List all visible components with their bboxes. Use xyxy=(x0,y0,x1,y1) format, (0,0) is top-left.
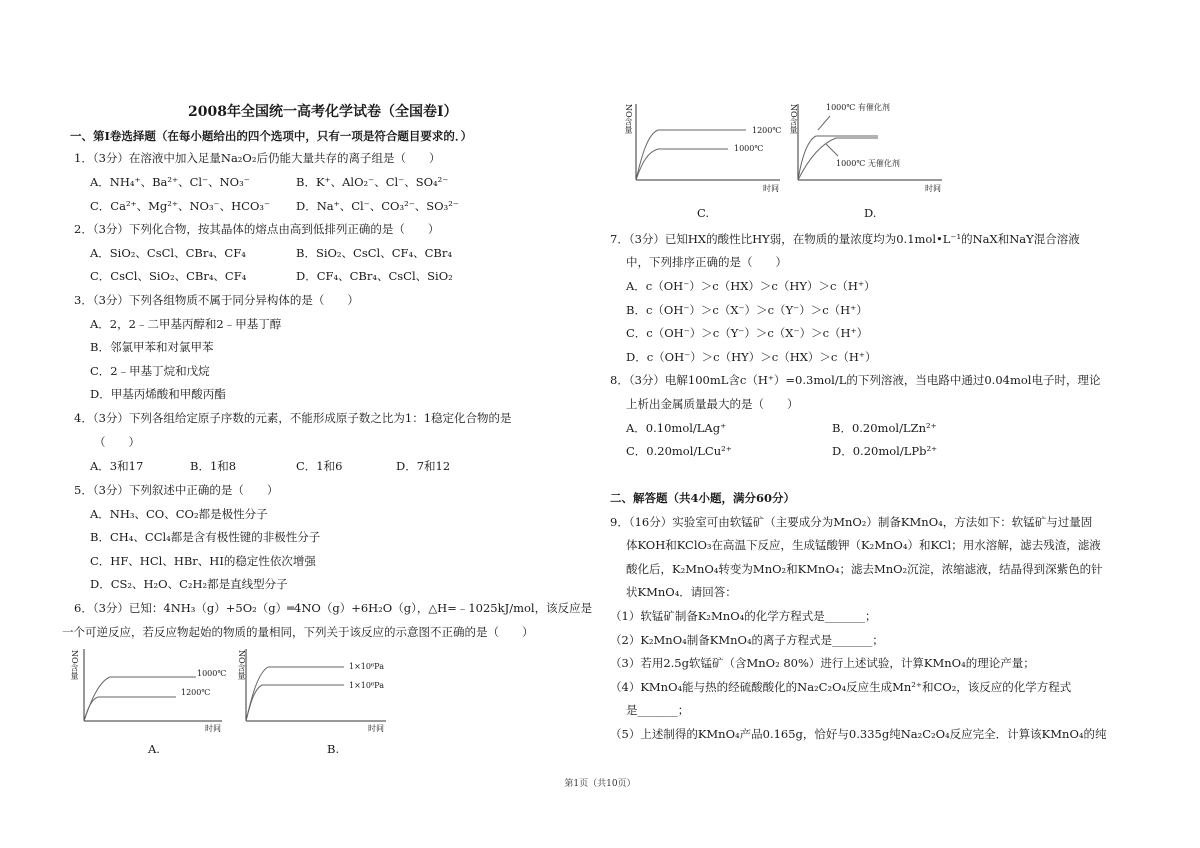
question-8-stem: 8．（3分）电解100mL含c（H⁺）=0.3mol/L的下列溶液，当电路中通过0.04mol电子时，理论 xyxy=(610,373,1101,387)
graph-b-xlabel: 时间 xyxy=(368,724,384,733)
q9-line-1: 9．（16分）实验室可由软锰矿（主要成分为MnO₂）制备KMnO₄，方法如下：软锰矿与过量固 xyxy=(610,515,1093,529)
question-8-stem-cont: 上析出金属质量最大的是（ ） xyxy=(626,397,799,411)
graph-b-ylabel: NO含量 xyxy=(237,650,246,680)
q1-option-a: A．NH₄⁺、Ba²⁺、Cl⁻、NO₃⁻ xyxy=(90,175,250,189)
q9-subq-2: （2）K₂MnO₄制备KMnO₄的离子方程式是_______； xyxy=(610,633,884,647)
question-5-stem: 5．（3分）下列叙述中正确的是（ ） xyxy=(74,483,279,497)
q1-option-c: C．Ca²⁺、Mg²⁺、NO₃⁻、HCO₃⁻ xyxy=(90,199,271,213)
question-6-stem-cont: 一个可逆反应，若反应物起始的物质的量相同，下列关于该反应的示意图不正确的是（ ） xyxy=(62,625,534,639)
q1-option-d: D．Na⁺、Cl⁻、CO₃²⁻、SO₃²⁻ xyxy=(296,199,459,213)
graph-b-label-bottom: 1×10⁶Pa xyxy=(349,681,384,690)
q5-option-b: B．CH₄、CCl₄都是含有极性键的非极性分子 xyxy=(90,530,321,544)
q8-option-b: B．0.20mol/LZn²⁺ xyxy=(832,421,937,435)
page-title: 2008年全国统一高考化学试卷（全国卷Ⅰ） xyxy=(188,104,458,120)
q9-subq-3: （3）若用2.5g软锰矿（含MnO₂ 80%）进行上述试验，计算KMnO₄的理论产量； xyxy=(610,656,1035,670)
question-4-stem: 4．（3分）下列各组给定原子序数的元素，不能形成原子数之比为1：1稳定化合物的是 xyxy=(74,411,512,425)
graph-c-label-top: 1200℃ xyxy=(752,126,782,135)
q7-option-d: D．c（OH⁻）＞c（HY）＞c（HX）＞c（H⁺） xyxy=(626,350,877,364)
graph-c-label-bottom: 1000℃ xyxy=(734,144,764,153)
q5-option-d: D．CS₂、H₂O、C₂H₂都是直线型分子 xyxy=(90,577,288,591)
q3-option-c: C．2﹣甲基丁烷和戊烷 xyxy=(90,364,210,378)
q3-option-d: D．甲基丙烯酸和甲酸丙酯 xyxy=(90,387,226,401)
q8-option-d: D．0.20mol/LPb²⁺ xyxy=(832,444,938,458)
q9-line-2: 体KOH和KClO₃在高温下反应，生成锰酸钾（K₂MnO₄）和KCl；用水溶解，滤去残渣，滤液 xyxy=(626,538,1101,552)
q9-subq-4: （4）KMnO₄能与热的经硫酸酸化的Na₂C₂O₄反应生成Mn²⁺和CO₂，该反应的化学方程式 xyxy=(610,680,1072,694)
q2-option-a: A．SiO₂、CsCl、CBr₄、CF₄ xyxy=(90,246,246,260)
question-1-stem: 1．（3分）在溶液中加入足量Na₂O₂后仍能大量共存的离子组是（ ） xyxy=(74,151,441,165)
question-7-stem: 7．（3分）已知HX的酸性比HY弱，在物质的量浓度均为0.1mol•L⁻¹的NaX和NaY混合溶液 xyxy=(610,232,1080,246)
question-7-stem-cont: 中，下列排序正确的是（ ） xyxy=(626,255,787,269)
q7-option-c: C．c（OH⁻）＞c（Y⁻）＞c（X⁻）＞c（H⁺） xyxy=(626,326,869,340)
question-6-stem: 6．（3分）已知：4NH₃（g）+5O₂（g）═4NO（g）+6H₂O（g），△H=﹣1025kJ/mol，该反应是 xyxy=(74,601,593,615)
graph-c-xlabel: 时间 xyxy=(763,184,779,193)
section-1-heading: 一、第Ⅰ卷选择题（在每小题给出的四个选项中，只有一项是符合题目要求的．） xyxy=(70,129,473,143)
q8-option-c: C．0.20mol/LCu²⁺ xyxy=(626,444,732,458)
q3-option-a: A．2，2﹣二甲基丙醇和2﹣甲基丁醇 xyxy=(90,317,282,331)
graph-b-label-top: 1×10⁶Pa xyxy=(349,662,384,671)
graph-a-label-bottom: 1200℃ xyxy=(181,688,211,697)
graph-c-ylabel: NO含量 xyxy=(624,104,633,134)
graph-a-xlabel: 时间 xyxy=(205,724,221,733)
graph-a-label-top: 1000℃ xyxy=(197,669,227,678)
q8-option-a: A．0.10mol/LAg⁺ xyxy=(626,421,727,435)
q5-option-c: C．HF、HCl、HBr、HI的稳定性依次增强 xyxy=(90,554,316,568)
graph-d-xlabel: 时间 xyxy=(925,184,941,193)
q7-option-b: B．c（OH⁻）＞c（X⁻）＞c（Y⁻）＞c（H⁺） xyxy=(626,303,868,317)
graph-c-option: C. xyxy=(697,206,710,220)
question-3-stem: 3．（3分）下列各组物质不属于同分异构体的是（ ） xyxy=(74,293,359,307)
q4-option-b: B．1和8 xyxy=(190,459,237,473)
graph-d-label-bottom: 1000℃ 无催化剂 xyxy=(836,159,900,168)
q9-subq-5: （5）上述制得的KMnO₄产品0.165g，恰好与0.335g纯Na₂C₂O₄反应完全．计算该KMnO₄的纯 xyxy=(610,727,1107,741)
graph-d-ylabel: NO含量 xyxy=(789,104,798,134)
q9-line-4: 状KMnO₄．请回答： xyxy=(626,585,737,599)
graph-d xyxy=(790,100,950,195)
graph-a-option: A. xyxy=(148,742,160,756)
q9-line-3: 酸化后，K₂MnO₄转变为MnO₂和KMnO₄；滤去MnO₂沉淀，浓缩滤液，结晶得到深紫色的针 xyxy=(626,562,1103,576)
q4-option-a: A．3和17 xyxy=(90,459,144,473)
page-footer: 第1页（共10页） xyxy=(564,779,636,789)
q5-option-a: A．NH₃、CO、CO₂都是极性分子 xyxy=(90,507,268,521)
graph-b-option: B. xyxy=(327,742,340,756)
q4-option-c: C．1和6 xyxy=(296,459,343,473)
q2-option-d: D．CF₄、CBr₄、CsCl、SiO₂ xyxy=(296,269,453,283)
q1-option-b: B．K⁺、AlO₂⁻、Cl⁻、SO₄²⁻ xyxy=(296,175,449,189)
q2-option-c: C．CsCl、SiO₂、CBr₄、CF₄ xyxy=(90,269,247,283)
q4-option-d: D．7和12 xyxy=(396,459,451,473)
graph-d-option: D. xyxy=(864,206,877,220)
q7-option-a: A．c（OH⁻）＞c（HX）＞c（HY）＞c（H⁺） xyxy=(626,279,876,293)
graph-d-label-top: 1000℃ 有催化剂 xyxy=(826,103,890,112)
q2-option-b: B．SiO₂、CsCl、CF₄、CBr₄ xyxy=(296,246,452,260)
graph-a-ylabel: NO含量 xyxy=(70,650,79,680)
question-4-stem-cont: （ ） xyxy=(94,435,140,449)
q9-subq-1: （1）软锰矿制备K₂MnO₄的化学方程式是_______； xyxy=(610,609,877,623)
section-2-heading: 二、解答题（共4小题，满分60分） xyxy=(610,491,796,505)
q3-option-b: B．邻氯甲苯和对氯甲苯 xyxy=(90,340,214,354)
q9-subq-4-cont: 是_______； xyxy=(626,703,690,717)
question-2-stem: 2．（3分）下列化合物，按其晶体的熔点由高到低排列正确的是（ ） xyxy=(74,222,440,236)
